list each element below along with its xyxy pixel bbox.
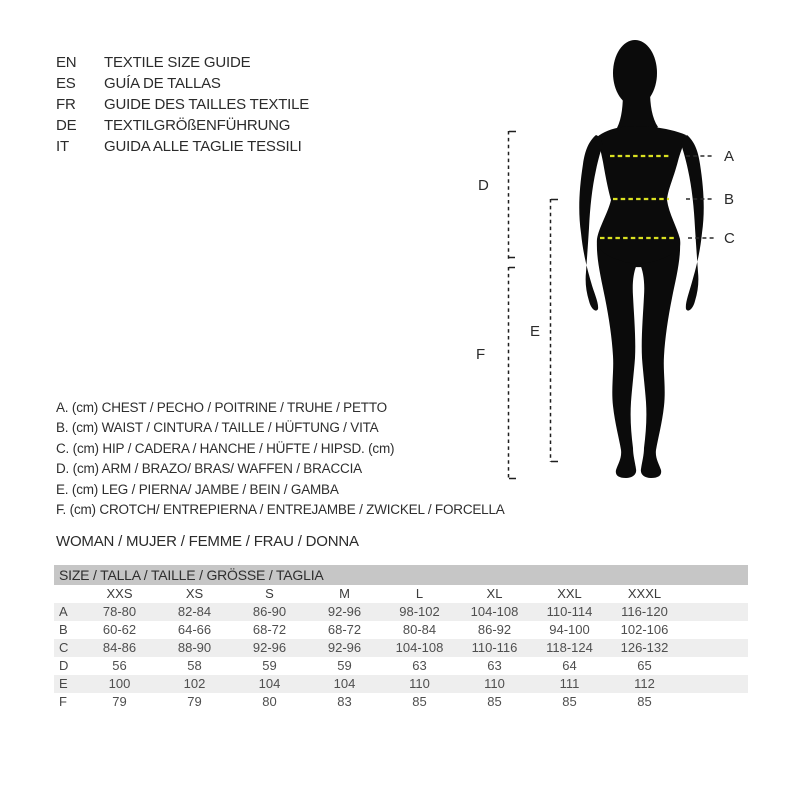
size-cell: 83 xyxy=(337,694,352,709)
filler-cell xyxy=(682,693,748,711)
language-row xyxy=(56,94,309,115)
size-cell: 112 xyxy=(634,676,655,691)
silhouette-right-leg xyxy=(640,241,680,478)
size-row-chest xyxy=(54,603,748,621)
size-column-header: L xyxy=(415,586,424,601)
size-guide-title: GUIDA ALLE TAGLIE TESSILI xyxy=(104,138,302,155)
size-cell: 116-120 xyxy=(621,604,668,619)
woman-silhouette xyxy=(579,40,703,478)
size-cell: 59 xyxy=(337,658,352,673)
legend-item-waist: B. (cm) WAIST / CINTURA / TAILLE / HÜFTUNG / VITA xyxy=(56,420,379,436)
size-column-header: S xyxy=(265,586,274,601)
size-table-header-bar: SIZE / TALLA / TAILLE / GRÖSSE / TAGLIA xyxy=(54,565,748,585)
size-cell: 102-106 xyxy=(620,622,669,637)
size-cell: 60-62 xyxy=(102,622,137,637)
size-guide-title: TEXTILE SIZE GUIDE xyxy=(104,54,251,71)
size-cell: 64-66 xyxy=(177,622,212,637)
language-row xyxy=(56,115,309,136)
language-code: DE xyxy=(56,117,77,134)
row-label: D xyxy=(59,658,69,673)
size-row-waist xyxy=(54,621,748,639)
language-row xyxy=(56,52,309,73)
size-cell: 63 xyxy=(412,658,427,673)
size-cell: 92-96 xyxy=(327,604,362,619)
measurement-legend xyxy=(56,398,505,520)
size-cell: 104-108 xyxy=(470,604,519,619)
row-label: C xyxy=(59,640,69,655)
filler-cell xyxy=(682,603,748,621)
size-guide-title: GUÍA DE TALLAS xyxy=(104,75,221,92)
size-cell: 104 xyxy=(333,676,356,691)
row-label: F xyxy=(59,694,67,709)
silhouette-neck xyxy=(617,90,658,132)
size-cell: 100 xyxy=(108,676,131,691)
size-row-crotch xyxy=(54,693,748,711)
filler-cell xyxy=(682,657,748,675)
size-cell: 111 xyxy=(559,676,580,691)
size-column-header: XL xyxy=(486,586,503,601)
size-cell: 85 xyxy=(637,694,652,709)
legend-item-hip: C. (cm) HIP / CADERA / HANCHE / HÜFTE / HIPSD. (cm) xyxy=(56,440,395,456)
size-cell: 118-124 xyxy=(546,640,593,655)
size-row-leg xyxy=(54,675,748,693)
crotch-height-bracket xyxy=(509,267,517,479)
size-cell: 63 xyxy=(487,658,502,673)
size-cell: 80-84 xyxy=(402,622,437,637)
silhouette-right-arm xyxy=(681,135,704,311)
size-cell: 79 xyxy=(112,694,127,709)
row-label: B xyxy=(59,622,68,637)
size-cell: 84-86 xyxy=(102,640,137,655)
size-cell: 86-92 xyxy=(477,622,512,637)
size-cell: 78-80 xyxy=(102,604,137,619)
size-cell: 94-100 xyxy=(549,622,590,637)
size-row-arm xyxy=(54,657,748,675)
measurement-label-f: F xyxy=(476,346,486,363)
language-title-block xyxy=(56,52,309,157)
measurement-label-b: B xyxy=(724,191,735,208)
filler-cell xyxy=(682,675,748,693)
language-row xyxy=(56,73,309,94)
arm-length-bracket xyxy=(509,131,517,259)
legend-item-leg: E. (cm) LEG / PIERNA/ JAMBE / BEIN / GAMBA xyxy=(56,481,339,497)
size-column-header: XS xyxy=(185,586,204,601)
silhouette-torso xyxy=(597,126,686,267)
language-row xyxy=(56,136,309,157)
size-cell: 86-90 xyxy=(252,604,287,619)
size-cell: 110 xyxy=(409,676,430,691)
size-cell: 82-84 xyxy=(177,604,212,619)
size-cell: 110 xyxy=(484,676,505,691)
measurement-label-c: C xyxy=(724,230,735,247)
gender-title: WOMAN / MUJER / FEMME / FRAU / DONNA xyxy=(56,533,359,550)
size-cell: 64 xyxy=(562,658,577,673)
filler-cell xyxy=(682,621,748,639)
row-label: A xyxy=(59,604,68,619)
size-guide-title: TEXTILGRÖßENFÜHRUNG xyxy=(104,117,291,134)
size-cell: 88-90 xyxy=(177,640,212,655)
size-cell: 92-96 xyxy=(252,640,287,655)
size-column-header: XXL xyxy=(557,586,582,601)
corner-cell xyxy=(54,585,82,603)
size-cell: 85 xyxy=(487,694,502,709)
size-cell: 59 xyxy=(262,658,277,673)
size-row-hip xyxy=(54,639,748,657)
size-cell: 104 xyxy=(258,676,281,691)
silhouette-left-arm xyxy=(579,135,603,311)
measurement-label-d: D xyxy=(478,177,489,194)
size-guide-title: GUIDE DES TAILLES TEXTILE xyxy=(104,96,310,113)
size-cell: 68-72 xyxy=(327,622,362,637)
language-code: IT xyxy=(56,138,69,155)
size-cell: 85 xyxy=(562,694,577,709)
size-column-header: XXXL xyxy=(627,586,662,601)
size-cell: 92-96 xyxy=(327,640,362,655)
legend-item-chest: A. (cm) CHEST / PECHO / POITRINE / TRUHE / PETTO xyxy=(56,400,387,415)
row-label: E xyxy=(59,676,68,691)
filler-cell xyxy=(682,639,748,657)
legend-item-crotch: F. (cm) CROTCH/ ENTREPIERNA / ENTREJAMBE / ZWICKEL / FORCELLA xyxy=(56,501,505,517)
size-cell: 56 xyxy=(112,658,127,673)
size-cell: 58 xyxy=(187,658,202,673)
size-cell: 102 xyxy=(183,676,206,691)
size-table xyxy=(54,565,748,711)
language-code: FR xyxy=(56,96,76,113)
size-cell: 126-132 xyxy=(620,640,669,655)
filler-cell xyxy=(682,585,748,603)
size-cell: 68-72 xyxy=(252,622,287,637)
size-cell: 98-102 xyxy=(399,604,440,619)
size-cell: 65 xyxy=(637,658,652,673)
leg-length-bracket xyxy=(551,199,559,462)
size-column-header: M xyxy=(339,586,350,601)
language-code: ES xyxy=(56,75,76,92)
silhouette-left-leg xyxy=(597,240,637,478)
size-cell: 110-116 xyxy=(471,640,518,655)
measurement-label-e: E xyxy=(530,323,541,340)
body-measurement-diagram xyxy=(455,20,795,500)
size-cell: 85 xyxy=(412,694,427,709)
language-code: EN xyxy=(56,54,77,71)
size-cell: 79 xyxy=(187,694,202,709)
size-column-header: XXS xyxy=(106,586,133,601)
legend-item-arm: D. (cm) ARM / BRAZO/ BRAS/ WAFFEN / BRACCIA xyxy=(56,461,362,477)
size-cell: 104-108 xyxy=(395,640,444,655)
measurement-label-a: A xyxy=(724,148,735,165)
size-column-header-row xyxy=(54,585,748,603)
size-cell: 80 xyxy=(262,694,277,709)
size-cell: 110-114 xyxy=(546,604,593,619)
